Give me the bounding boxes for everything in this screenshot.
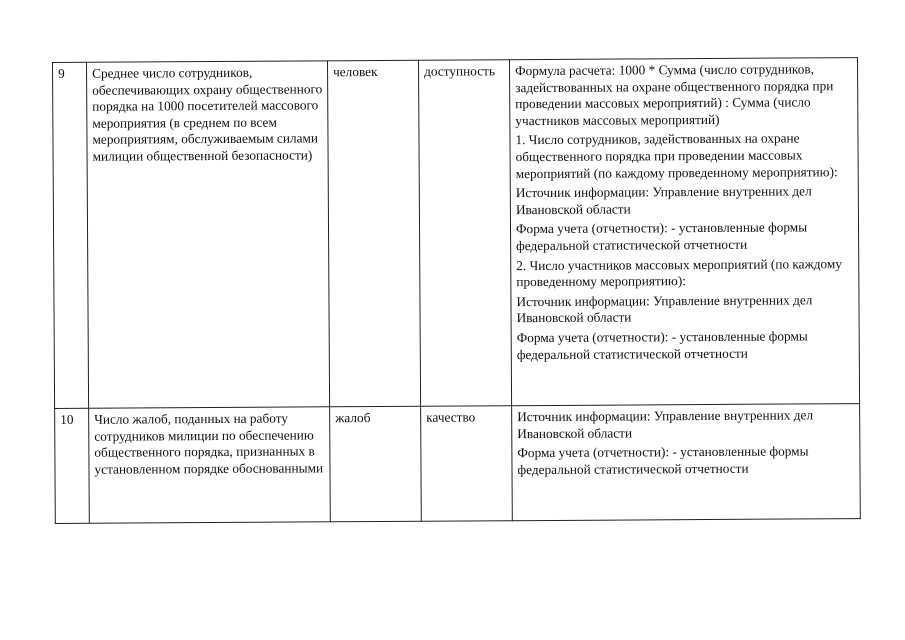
indicator-type: доступность — [418, 60, 511, 407]
calculation-method — [512, 404, 861, 521]
method-paragraph: 1. Число сотрудников, задействованных на охране общественного порядка при проведении массовых мероприятий (по каждому проведенному мероприятию): — [515, 130, 838, 181]
indicators-table — [52, 57, 861, 524]
row-number: 9 — [53, 62, 89, 408]
method-paragraph: 2. Число участников массовых мероприятий (по каждому проведенному мероприятию): — [516, 255, 843, 290]
method-paragraph: Форма учета (отчетности): - установленные формы федеральной статистической отчетности — [515, 219, 808, 254]
method-paragraph: Форма учета (отчетности): - установленные формы федеральной статистической отчетности — [516, 328, 808, 362]
method-paragraph: Источник информации: Управление внутренних дел Ивановской области — [517, 407, 814, 441]
method-paragraph: Форма учета (отчетности): - установленные формы федеральной статистической отчетности — [517, 443, 809, 477]
method-paragraph: Источник информации: Управление внутренних дел Ивановской области — [516, 292, 813, 326]
indicator-name: Число жалоб, поданных на работу сотрудников милиции по обеспечению общественного порядка, признанных в установленном порядке обоснованными — [89, 407, 331, 523]
indicator-name: Среднее число сотрудников, обеспечивающих охрану общественного порядка на 1000 посетителей массового мероприятия (в среднем по всем мероприятиям, обслуживаемым силами милиции общественной безопасности) — [87, 61, 330, 408]
table-row — [55, 404, 861, 524]
method-paragraph: Источник информации: Управление внутренних дел Ивановской области — [515, 183, 812, 217]
unit-of-measure: жалоб — [330, 406, 422, 522]
indicator-type: качество — [421, 406, 513, 522]
unit-of-measure: человек — [327, 60, 420, 407]
row-number: 10 — [55, 408, 90, 523]
calculation-method — [509, 58, 859, 406]
table-row — [53, 58, 860, 409]
method-paragraph: Формула расчета: 1000 * Сумма (число сотрудников, задействованных на охране общественного порядка при проведении массовых мероприятий) : Сумма (число участников массовых мероприятий) — [515, 61, 834, 128]
